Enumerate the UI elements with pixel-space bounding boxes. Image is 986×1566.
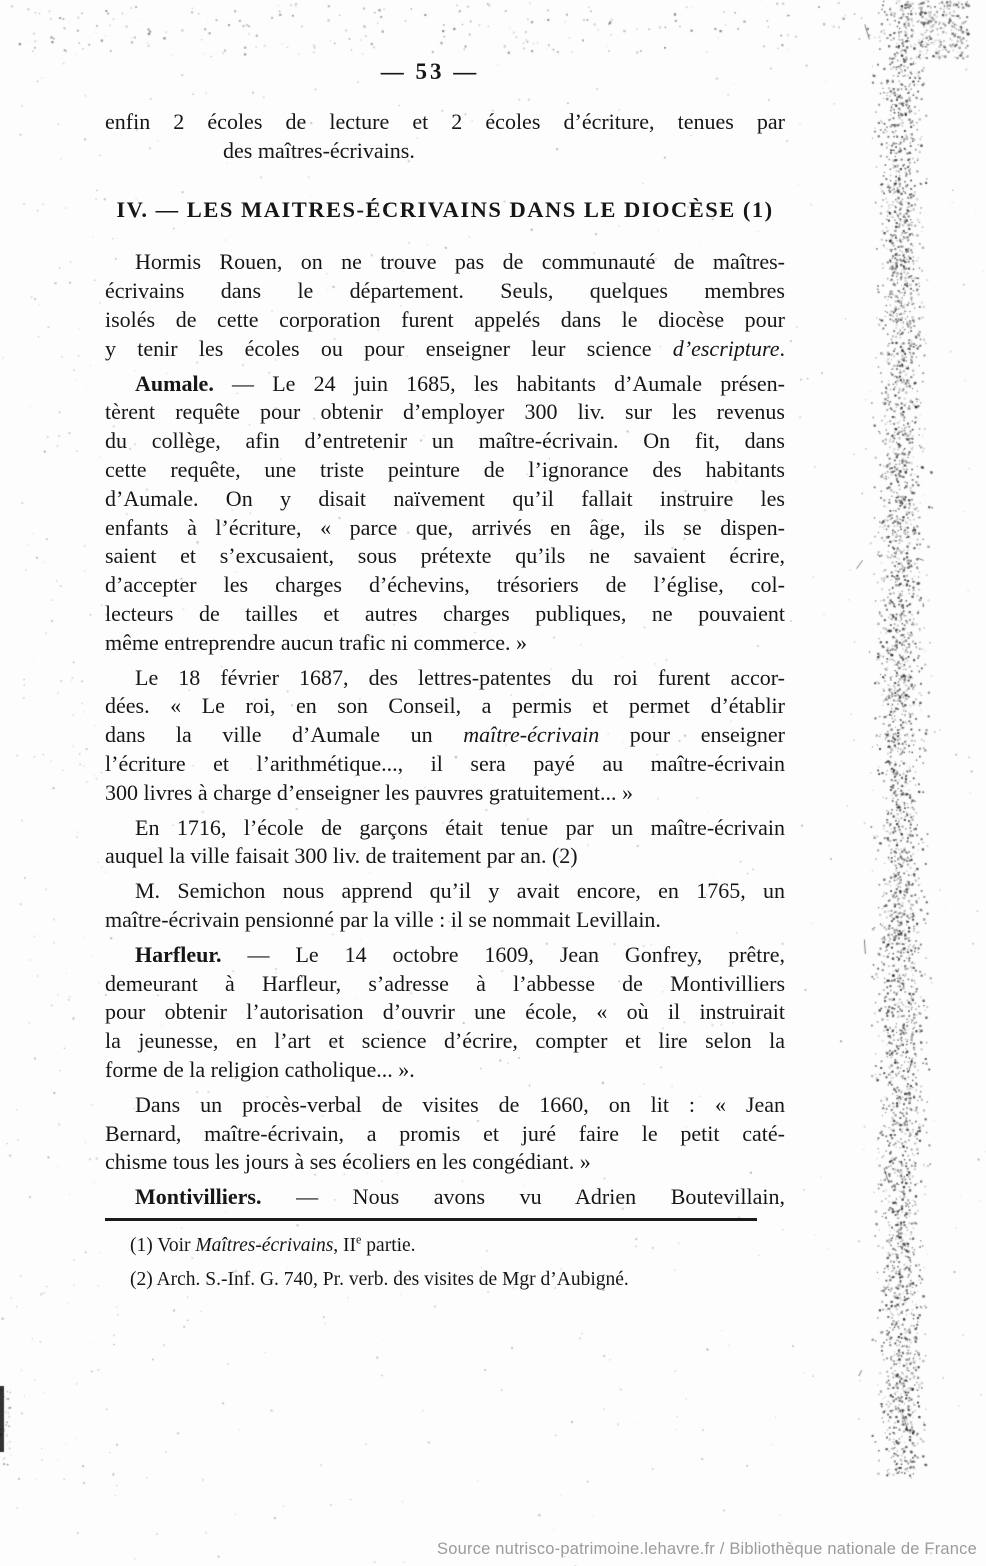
paragraph-hormis-rouen bbox=[105, 248, 785, 363]
paragraph-aumale bbox=[105, 370, 785, 658]
paragraph-proces-verbal bbox=[105, 1091, 785, 1177]
text-line: Hormis Rouen, on ne trouve pas de communauté de maîtres- bbox=[135, 249, 785, 275]
text-line: Harfleur. — Le 14 octobre 1609, Jean Gonfrey, prêtre, bbox=[135, 941, 785, 967]
text-line: y tenir les écoles ou pour enseigner leur science d’escripture. bbox=[105, 335, 785, 361]
text-line: dées. « Le roi, en son Conseil, a permis et permet d’établir bbox=[105, 693, 785, 719]
text-line: des maîtres-écrivains. bbox=[223, 137, 415, 163]
text-line: 300 livres à charge d’enseigner les pauvres gratuitement... » bbox=[105, 779, 634, 805]
paragraph-1716 bbox=[105, 814, 785, 872]
paragraph-lettres-patentes bbox=[105, 664, 785, 808]
text-line: tèrent requête pour obtenir d’employer 300 liv. sur les revenus bbox=[105, 399, 785, 425]
text-line: même entreprendre aucun trafic ni commerce. » bbox=[105, 629, 528, 655]
text-line: enfin 2 écoles de lecture et 2 écoles d’écriture, tenues par bbox=[105, 109, 785, 134]
text-column bbox=[105, 108, 785, 1302]
text-line: saient et s’excusaient, sous prétexte qu’ils ne savaient écrire, bbox=[105, 543, 785, 569]
text-line: du collège, afin d’entretenir un maître-écrivain. On fit, dans bbox=[105, 428, 785, 454]
footnote-1 bbox=[105, 1234, 785, 1258]
text-line: d’accepter les charges d’échevins, trésoriers de l’église, col- bbox=[105, 572, 785, 598]
paragraph-montivilliers bbox=[105, 1183, 785, 1212]
text-line: enfants à l’écriture, « parce que, arrivés en âge, ils se dispen- bbox=[105, 514, 785, 540]
footnotes bbox=[105, 1234, 785, 1292]
text-line: pour obtenir l’autorisation d’ouvrir une école, « où il instruirait bbox=[105, 999, 785, 1025]
text-line: la jeunesse, en l’art et science d’écrire, compter et lire selon la bbox=[105, 1028, 785, 1054]
paragraph-continuation bbox=[105, 108, 785, 166]
text-line: d’Aumale. On y disait naïvement qu’il fallait instruire les bbox=[105, 485, 785, 511]
text-line: demeurant à Harfleur, s’adresse à l’abbesse de Montivilliers bbox=[105, 970, 785, 996]
text-line: Bernard, maître-écrivain, a promis et juré faire le petit caté- bbox=[105, 1120, 785, 1146]
text-line: dans la ville d’Aumale un maître-écrivain pour enseigner bbox=[105, 722, 785, 748]
text-line: lecteurs de tailles et autres charges publiques, ne pouvaient bbox=[105, 600, 785, 626]
paragraph-semichon bbox=[105, 877, 785, 935]
source-attribution: Source nutrisco-patrimoine.lehavre.fr / Bibliothèque nationale de France bbox=[437, 1540, 977, 1558]
text-line: (1) Voir Maîtres-écrivains, IIe partie. bbox=[130, 1232, 416, 1256]
text-line: l’écriture et l’arithmétique..., il sera payé au maître-écrivain bbox=[105, 750, 785, 776]
section-heading: IV. — LES MAITRES-ÉCRIVAINS DANS LE DIOCÈSE (1) bbox=[116, 196, 774, 222]
text-line: Aumale. — Le 24 juin 1685, les habitants d’Aumale présen- bbox=[135, 370, 785, 396]
paragraph-harfleur bbox=[105, 941, 785, 1085]
text-line: maître-écrivain pensionné par la ville : il se nommait Levillain. bbox=[105, 906, 661, 932]
text-line: (2) Arch. S.-Inf. G. 740, Pr. verb. des visites de Mgr d’Aubigné. bbox=[130, 1268, 629, 1290]
text-line: chisme tous les jours à ses écoliers en les congédiant. » bbox=[105, 1149, 591, 1175]
text-line: En 1716, l’école de garçons était tenue par un maître-écrivain bbox=[135, 814, 785, 840]
footnote-2 bbox=[105, 1268, 785, 1292]
footnote-divider bbox=[105, 1218, 757, 1221]
text-line: auquel la ville faisait 300 liv. de traitement par an. (2) bbox=[105, 843, 578, 869]
text-line: Montivilliers. — Nous avons vu Adrien Boutevillain, bbox=[135, 1184, 785, 1210]
text-line: cette requête, une triste peinture de l’ignorance des habitants bbox=[105, 456, 785, 482]
page-number: — 53 — bbox=[380, 59, 480, 84]
text-line: isolés de cette corporation furent appelés dans le diocèse pour bbox=[105, 306, 785, 332]
text-line: Dans un procès-verbal de visites de 1660, on lit : « Jean bbox=[135, 1091, 785, 1117]
text-line: écrivains dans le département. Seuls, quelques membres bbox=[105, 278, 785, 304]
text-line: forme de la religion catholique... ». bbox=[105, 1056, 415, 1082]
text-line: M. Semichon nous apprend qu’il y avait encore, en 1765, un bbox=[135, 878, 785, 904]
text-line: Le 18 février 1687, des lettres-patentes du roi furent accor- bbox=[135, 664, 785, 690]
